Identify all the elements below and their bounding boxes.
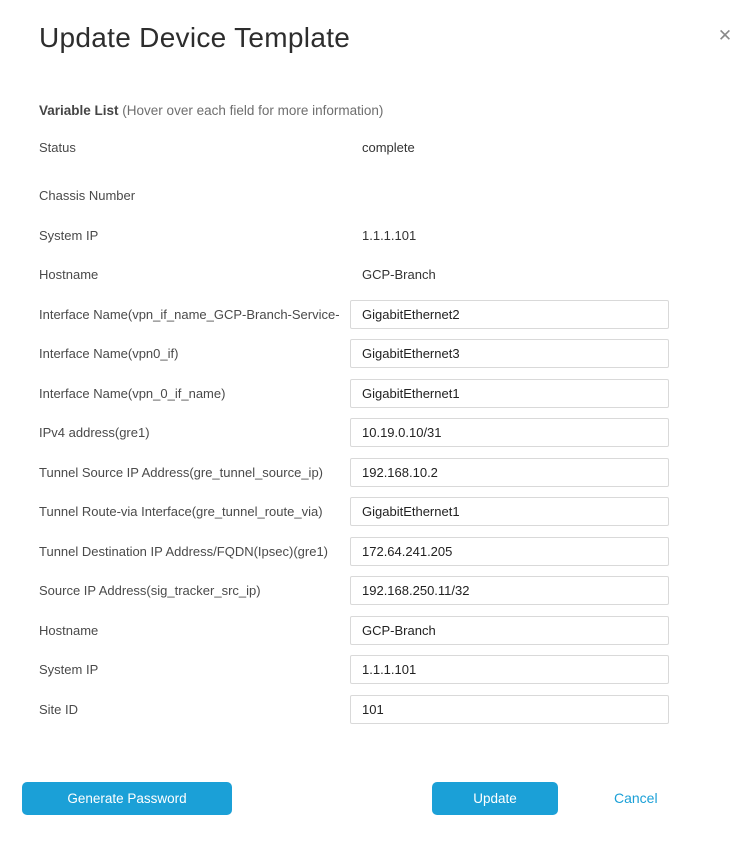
static-row (0, 181, 752, 210)
field-input[interactable] (350, 418, 669, 447)
modal-footer (0, 782, 752, 815)
input-row (0, 339, 752, 368)
field-value: complete (362, 140, 415, 155)
field-label: Chassis Number (39, 188, 136, 203)
variable-list-header (39, 103, 752, 119)
field-input[interactable] (350, 300, 669, 329)
page-title: Update Device Template (39, 22, 351, 53)
variable-list-title: Variable List (39, 103, 119, 118)
static-row (0, 260, 752, 289)
input-row (0, 458, 752, 487)
field-label: Interface Name(vpn_0_if_name) (39, 385, 226, 401)
input-row (0, 655, 752, 684)
update-device-template-modal (0, 22, 752, 865)
field-label: Tunnel Route-via Interface(gre_tunnel_route_via) (39, 504, 323, 519)
input-row (0, 576, 752, 605)
field-input[interactable] (350, 379, 669, 408)
input-row (0, 695, 752, 724)
field-label: Status (39, 140, 76, 155)
input-row (0, 537, 752, 566)
input-row (0, 300, 752, 329)
field-value: 1.1.1.101 (362, 227, 417, 243)
field-input[interactable] (350, 616, 669, 645)
field-input[interactable] (350, 497, 669, 526)
static-row (0, 133, 752, 162)
field-label: Interface Name(vpn0_if) (39, 346, 179, 361)
field-label: Tunnel Destination IP Address/FQDN(Ipsec)(gre1) (39, 543, 329, 559)
field-input[interactable] (350, 537, 669, 566)
field-label: Site ID (39, 701, 79, 717)
input-row (0, 616, 752, 645)
cancel-button[interactable]: Cancel (614, 789, 658, 806)
field-label: Source IP Address(sig_tracker_src_ip) (39, 583, 261, 598)
update-button[interactable]: Update (432, 782, 558, 815)
variable-list-hint: (Hover over each field for more information) (118, 103, 384, 118)
field-input[interactable] (350, 655, 669, 684)
field-label: Tunnel Source IP Address(gre_tunnel_source_ip) (39, 464, 324, 480)
variable-list (0, 133, 752, 724)
input-row (0, 418, 752, 447)
field-label: System IP (39, 227, 99, 243)
close-icon[interactable]: ✕ (717, 26, 733, 45)
field-label: System IP (39, 662, 99, 677)
field-label: Hostname (39, 622, 99, 638)
field-label: IPv4 address(gre1) (39, 425, 150, 440)
field-label: Interface Name(vpn_if_name_GCP-Branch-Service- (39, 306, 340, 322)
field-input[interactable] (350, 576, 669, 605)
input-row (0, 497, 752, 526)
static-row (0, 221, 752, 250)
field-input[interactable] (350, 695, 669, 724)
field-label: Hostname (39, 267, 99, 282)
field-input[interactable] (350, 339, 669, 368)
field-value: GCP-Branch (362, 267, 436, 282)
input-row (0, 379, 752, 408)
generate-password-button[interactable]: Generate Password (22, 782, 232, 815)
field-input[interactable] (350, 458, 669, 487)
